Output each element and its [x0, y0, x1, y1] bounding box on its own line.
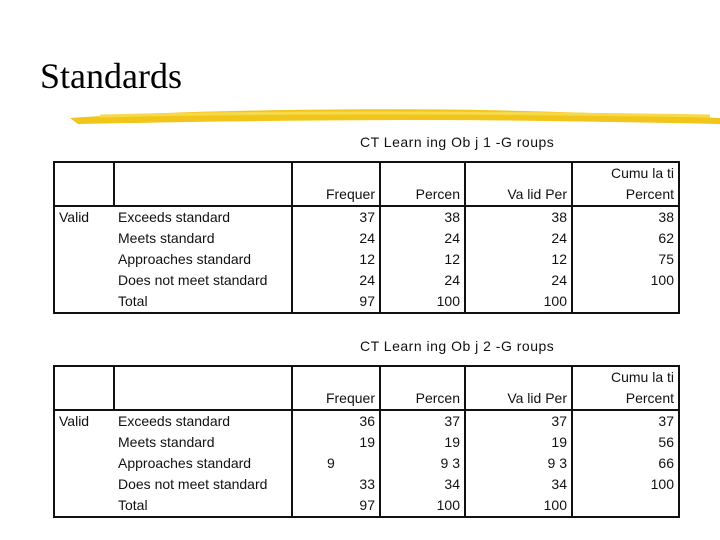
slide-title: Standards	[40, 56, 182, 96]
table-2-title: CT Learn ing Ob j 2 -G roups	[360, 338, 555, 354]
row-label: Does not meet standard	[114, 474, 292, 495]
table-row: Does not meet standard 24 24 24 100	[54, 270, 679, 291]
row-label: Meets standard	[114, 228, 292, 249]
header-cumulative-percent: Cumu la ti Percent	[572, 366, 679, 410]
table-header-row	[54, 162, 679, 206]
table-row: Approaches standard 9 9 3 9 3 66	[54, 453, 679, 474]
header-valid-percent: Va lid Per	[465, 162, 572, 206]
header-valid-percent: Va lid Per	[465, 366, 572, 410]
row-label: Exceeds standard	[114, 410, 292, 432]
row-label: Approaches standard	[114, 249, 292, 270]
table-row: Does not meet standard 33 34 34 100	[54, 474, 679, 495]
table-header-row	[54, 366, 679, 410]
row-label: Total	[114, 291, 292, 313]
frequency-table-2	[53, 365, 680, 518]
table-row: Valid Exceeds standard 36 37 37 37	[54, 410, 679, 432]
table-row-total: Total 97 100 100	[54, 291, 679, 313]
table-row: Meets standard 19 19 19 56	[54, 432, 679, 453]
header-percent: Percen	[380, 366, 465, 410]
title-underline-brush	[60, 104, 720, 130]
row-label: Does not meet standard	[114, 270, 292, 291]
table-1-title: CT Learn ing Ob j 1 -G roups	[360, 134, 555, 150]
row-label: Approaches standard	[114, 453, 292, 474]
table-row-total: Total 97 100 100	[54, 495, 679, 517]
table-row: Valid Exceeds standard 37 38 38 38	[54, 206, 679, 228]
header-cumulative-percent: Cumu la ti Percent	[572, 162, 679, 206]
row-label: Total	[114, 495, 292, 517]
row-label: Exceeds standard	[114, 206, 292, 228]
header-percent: Percen	[380, 162, 465, 206]
header-frequency: Frequer	[292, 162, 380, 206]
row-label: Meets standard	[114, 432, 292, 453]
row-group-label: Valid	[54, 410, 114, 432]
row-group-label: Valid	[54, 206, 114, 228]
table-row: Approaches standard 12 12 12 75	[54, 249, 679, 270]
header-frequency: Frequer	[292, 366, 380, 410]
table-row: Meets standard 24 24 24 62	[54, 228, 679, 249]
frequency-table-1	[53, 161, 680, 314]
